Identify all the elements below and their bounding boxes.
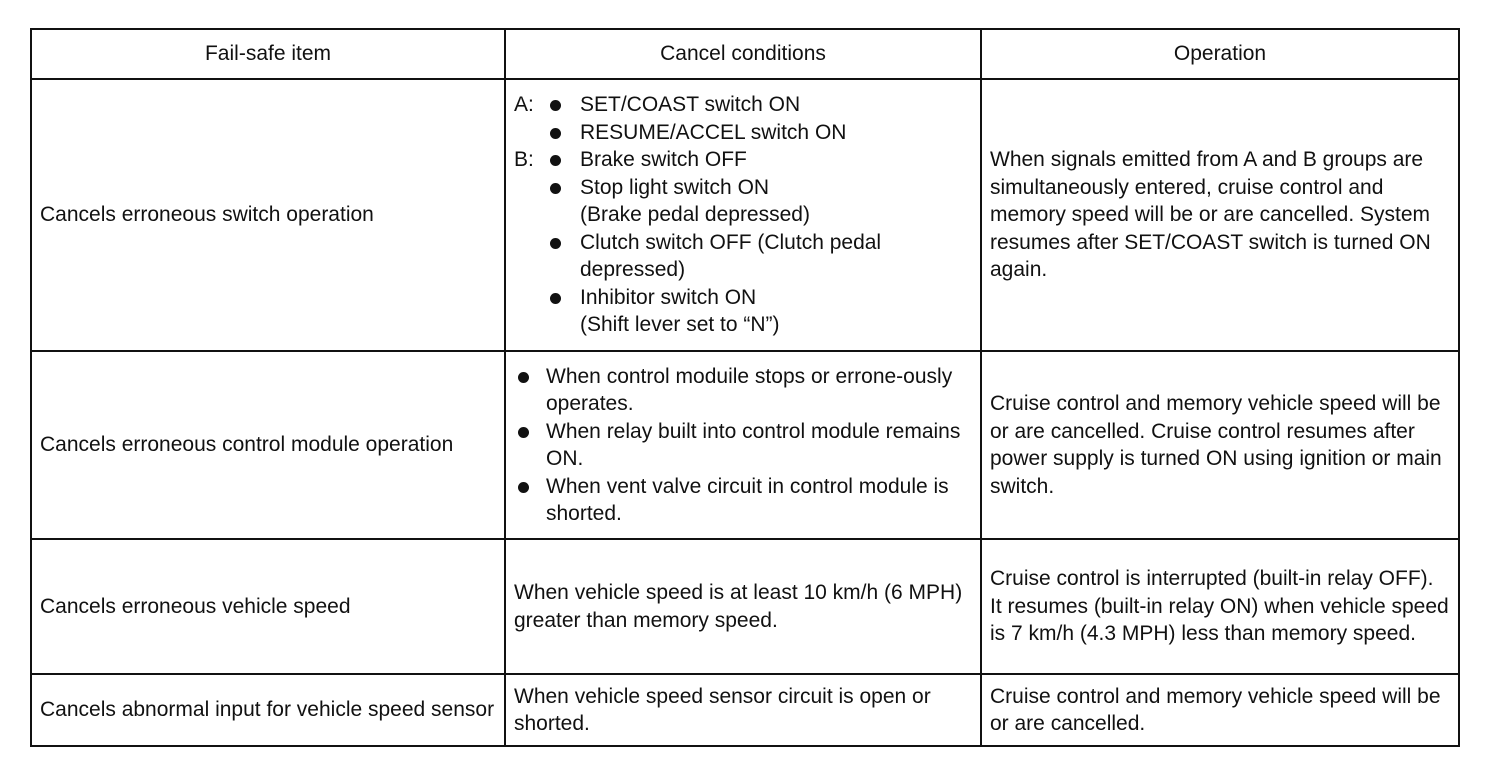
bullet-icon xyxy=(546,284,580,311)
bullet-icon xyxy=(546,119,580,146)
table-row xyxy=(31,674,1459,746)
condition-line xyxy=(514,363,972,418)
condition-text: Inhibitor switch ON xyxy=(580,285,757,309)
condition-text: RESUME/ACCEL switch ON xyxy=(580,120,847,144)
condition-text: SET/COAST switch ON xyxy=(580,93,801,117)
condition-line xyxy=(514,146,972,174)
fail-safe-item-cell: Cancels abnormal input for vehicle speed sensor xyxy=(31,674,505,746)
condition-line xyxy=(514,473,972,528)
condition-subtext: (Shift lever set to “N”) xyxy=(580,313,780,337)
table-row xyxy=(31,79,1459,351)
header-row xyxy=(31,29,1459,79)
condition-line xyxy=(514,418,972,473)
fail-safe-item-cell: Cancels erroneous control module operation xyxy=(31,351,505,539)
cancel-conditions-cell xyxy=(505,351,981,539)
operation-cell: When signals emitted from A and B groups are simultaneously entered, cruise control and memory speed will be or are cancelled. System resumes after SET/COAST switch is turned ON again. xyxy=(981,79,1459,351)
operation-cell: Cruise control and memory vehicle speed will be or are cancelled. Cruise control resumes after power supply is turned ON using ignition or main switch. xyxy=(981,351,1459,539)
cancel-conditions-cell: When vehicle speed sensor circuit is open or shorted. xyxy=(505,674,981,746)
condition-text: Clutch switch OFF (Clutch pedal xyxy=(580,230,882,254)
bullet-icon xyxy=(514,473,546,500)
condition-text: When vent valve circuit in control module is shorted. xyxy=(546,474,949,525)
header-fail-safe-item: Fail-safe item xyxy=(31,29,505,79)
table-row xyxy=(31,539,1459,674)
bullet-icon xyxy=(546,174,580,201)
fail-safe-table xyxy=(30,28,1460,747)
cancel-conditions-cell xyxy=(505,79,981,351)
header-operation: Operation xyxy=(981,29,1459,79)
cancel-conditions-cell: When vehicle speed is at least 10 km/h (6 MPH) greater than memory speed. xyxy=(505,539,981,674)
condition-line xyxy=(514,174,972,229)
condition-line xyxy=(514,229,972,284)
group-b-label: B: xyxy=(514,148,534,172)
fail-safe-item-cell: Cancels erroneous switch operation xyxy=(31,79,505,351)
bullet-icon xyxy=(546,146,580,173)
group-a xyxy=(514,91,972,146)
fail-safe-item-cell: Cancels erroneous vehicle speed xyxy=(31,539,505,674)
bullet-icon xyxy=(514,418,546,445)
operation-cell: Cruise control is interrupted (built-in relay OFF). It resumes (built-in relay ON) when vehicle speed is 7 km/h (4.3 MPH) less than memory speed. xyxy=(981,539,1459,674)
header-cancel-conditions: Cancel conditions xyxy=(505,29,981,79)
condition-text: When control moduile stops or errone-ously operates. xyxy=(546,364,953,415)
condition-subtext: depressed) xyxy=(580,258,686,282)
group-a-label: A: xyxy=(514,93,534,117)
operation-cell: Cruise control and memory vehicle speed will be or are cancelled. xyxy=(981,674,1459,746)
condition-line xyxy=(514,119,972,147)
condition-line xyxy=(514,91,972,119)
group-b xyxy=(514,146,972,339)
condition-text: Stop light switch ON xyxy=(580,175,770,199)
table-row xyxy=(31,351,1459,539)
bullet-icon xyxy=(546,91,580,118)
condition-text: Brake switch OFF xyxy=(580,148,747,172)
condition-line xyxy=(514,284,972,339)
condition-text: When relay built into control module remains ON. xyxy=(546,419,961,470)
bullet-icon xyxy=(546,229,580,256)
bullet-icon xyxy=(514,363,546,390)
condition-subtext: (Brake pedal depressed) xyxy=(580,203,810,227)
